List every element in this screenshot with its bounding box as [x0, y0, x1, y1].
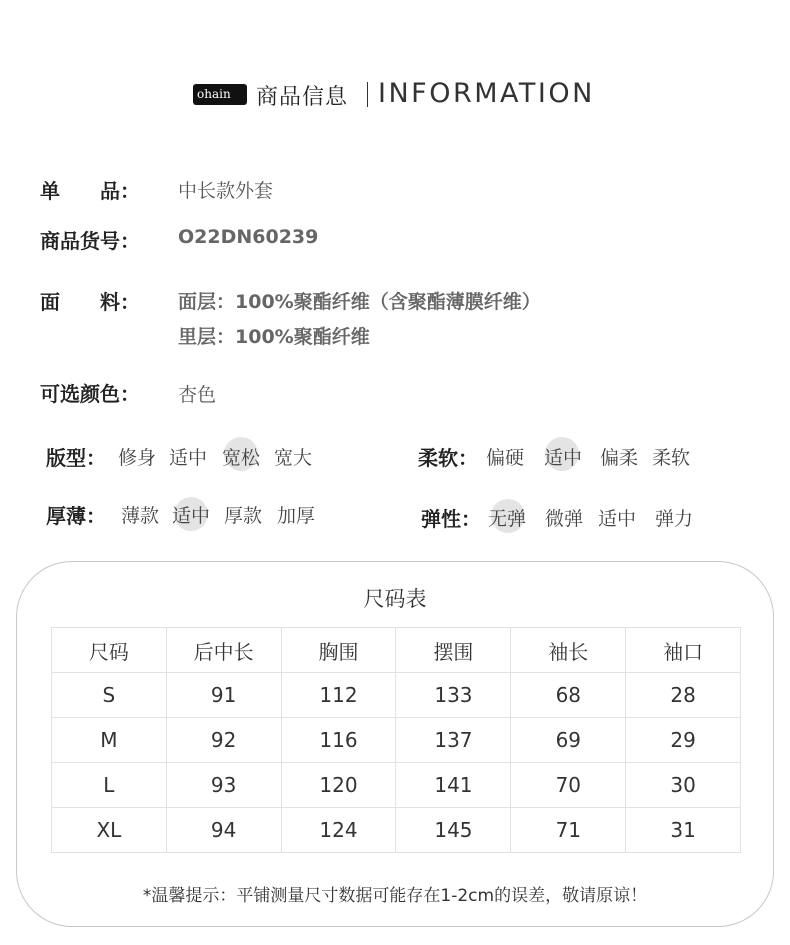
elasticity-option: 微弹	[545, 508, 584, 530]
fit-option: 适中	[169, 447, 208, 469]
table-cell: 91	[166, 673, 281, 718]
table-cell: XL	[52, 808, 167, 853]
table-cell: 112	[281, 673, 396, 718]
table-cell: 94	[166, 808, 281, 853]
table-row	[52, 718, 741, 763]
table-cell: S	[52, 673, 167, 718]
table-header-row	[52, 628, 741, 673]
size-chart-title: 尺码表	[363, 587, 427, 611]
table-header-cell: 胸围	[281, 628, 396, 673]
table-header-cell: 后中长	[166, 628, 281, 673]
table-cell: 133	[396, 673, 511, 718]
table-header-cell: 袖长	[511, 628, 626, 673]
header-title-en: INFORMATION	[378, 78, 595, 109]
table-cell: 28	[626, 673, 741, 718]
softness-option: 偏硬	[486, 447, 525, 469]
thickness-label: 厚薄：	[46, 504, 106, 528]
thickness-option: 适中	[172, 505, 211, 527]
softness-option: 偏柔	[600, 447, 639, 469]
table-cell: 93	[166, 763, 281, 808]
table-row	[52, 673, 741, 718]
size-chart-table	[51, 627, 741, 853]
table-cell: 141	[396, 763, 511, 808]
elasticity-option: 无弹	[488, 508, 527, 530]
color-label: 可选颜色：	[40, 382, 140, 406]
fit-option: 宽松	[222, 447, 261, 469]
header-title-cn: 商品信息	[256, 85, 349, 110]
softness-option: 柔软	[652, 447, 691, 469]
thickness-option: 薄款	[121, 505, 160, 527]
fit-option: 宽大	[274, 447, 313, 469]
table-cell: 69	[511, 718, 626, 763]
fabric-inner: 里层：100%聚酯纤维	[178, 326, 370, 348]
sku-value: O22DN60239	[178, 226, 319, 248]
color-value: 杏色	[178, 384, 217, 406]
table-cell: 124	[281, 808, 396, 853]
table-row	[52, 808, 741, 853]
table-cell: 120	[281, 763, 396, 808]
fit-option: 修身	[118, 447, 157, 469]
table-header-cell: 袖口	[626, 628, 741, 673]
section-header	[0, 76, 790, 110]
elasticity-option: 适中	[598, 508, 637, 530]
table-cell: 71	[511, 808, 626, 853]
thickness-option: 加厚	[277, 505, 316, 527]
fabric-label: 面 料：	[40, 290, 140, 314]
table-cell: 68	[511, 673, 626, 718]
table-row	[52, 763, 741, 808]
thickness-option: 厚款	[224, 505, 263, 527]
elasticity-label: 弹性：	[421, 507, 481, 531]
softness-option: 适中	[544, 447, 583, 469]
table-cell: 116	[281, 718, 396, 763]
table-cell: 31	[626, 808, 741, 853]
fit-label: 版型：	[46, 446, 106, 470]
item-label: 单 品：	[40, 179, 140, 203]
logo-arrow-icon	[241, 90, 246, 98]
table-cell: 92	[166, 718, 281, 763]
measurement-tip: *温馨提示：平铺测量尺寸数据可能存在1-2cm的误差，敬请原谅！	[142, 886, 648, 906]
table-header-cell: 尺码	[52, 628, 167, 673]
table-cell: 137	[396, 718, 511, 763]
fabric-outer: 面层：100%聚酯纤维（含聚酯薄膜纤维）	[178, 291, 541, 313]
table-cell: 145	[396, 808, 511, 853]
softness-label: 柔软：	[418, 446, 478, 470]
table-header-cell: 摆围	[396, 628, 511, 673]
table-cell: 70	[511, 763, 626, 808]
header-divider	[367, 82, 368, 107]
sku-label: 商品货号：	[40, 229, 140, 253]
item-value: 中长款外套	[178, 180, 274, 202]
table-cell: L	[52, 763, 167, 808]
table-cell: 29	[626, 718, 741, 763]
brand-logo: ohain	[193, 84, 247, 105]
table-cell: M	[52, 718, 167, 763]
elasticity-option: 弹力	[655, 508, 694, 530]
table-cell: 30	[626, 763, 741, 808]
